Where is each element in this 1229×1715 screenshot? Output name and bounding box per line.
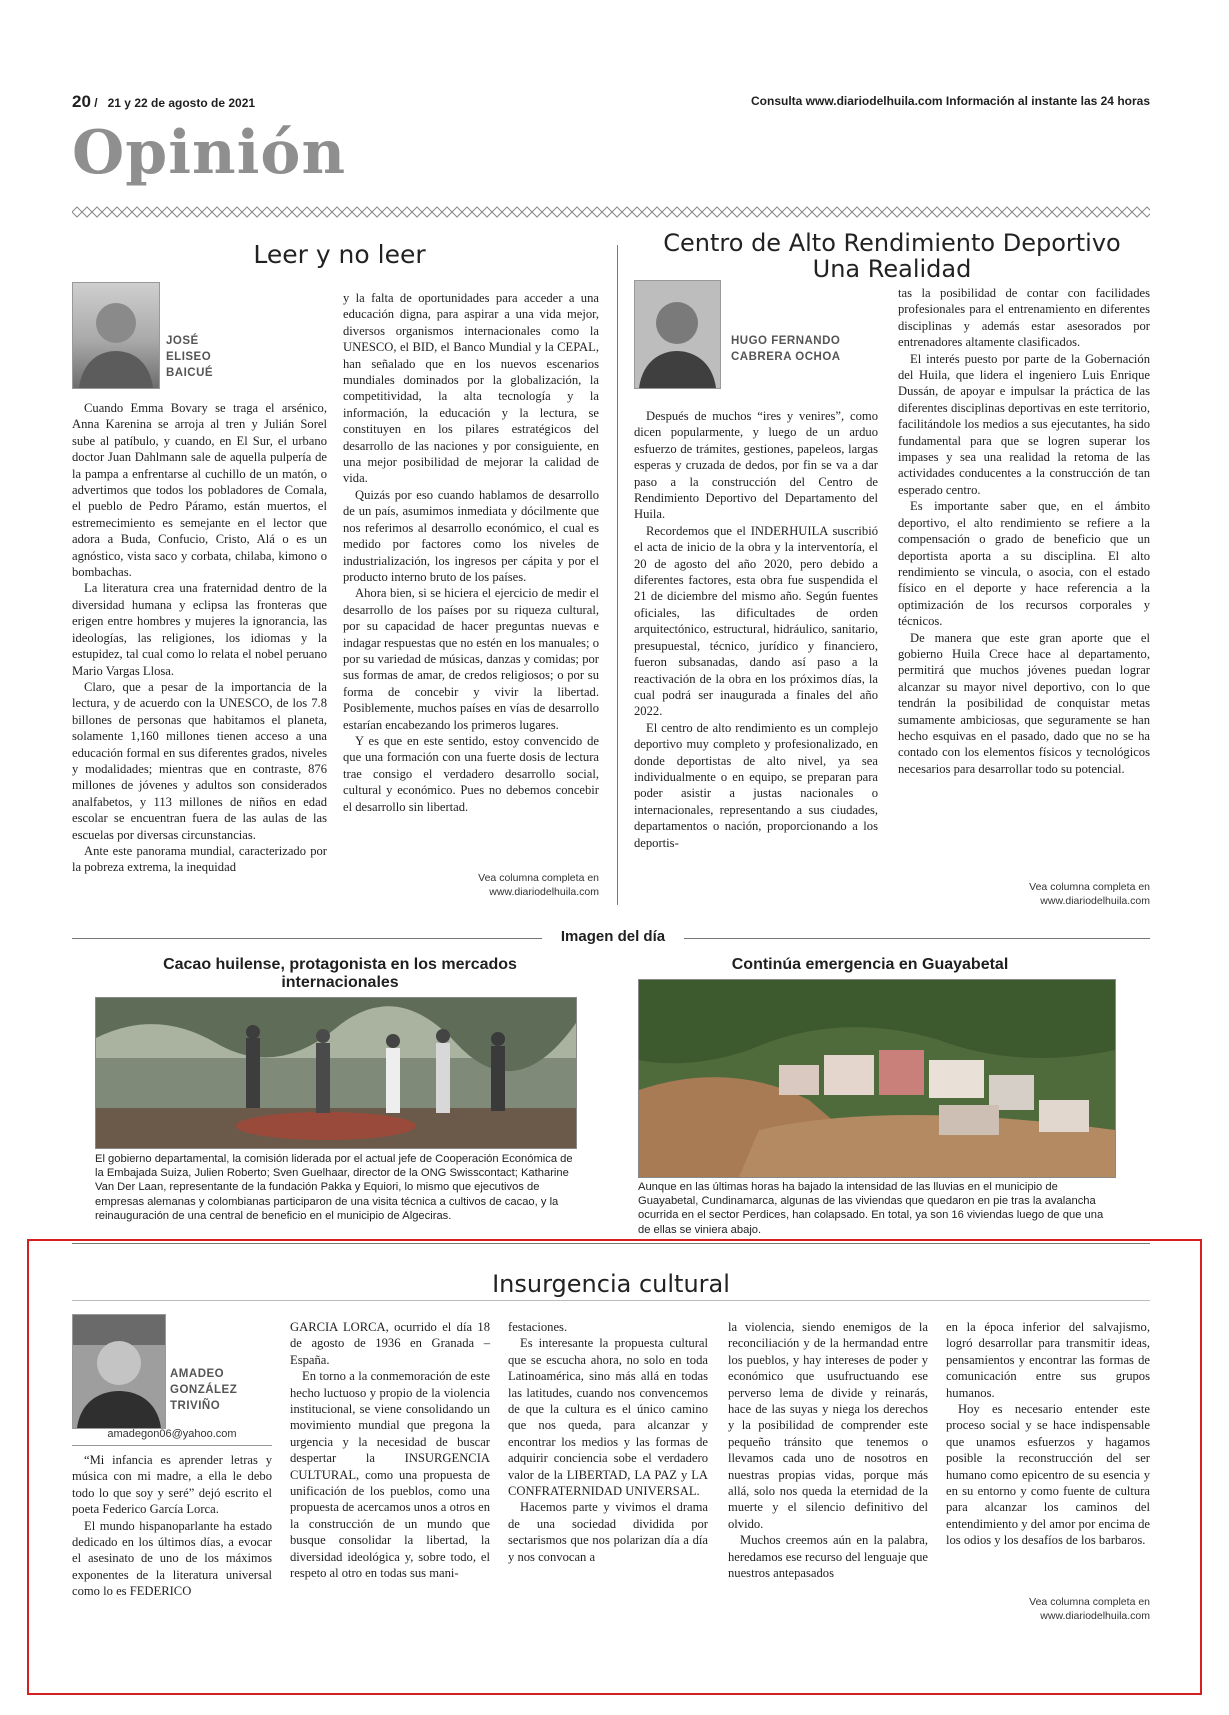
author-photo bbox=[634, 280, 721, 389]
right-image-caption: Aunque en las últimas horas ha bajado la intensidad de las lluvias en el municipio de Guayabetal, Cundinamarca, algunas de las viviendas que quedaron en pie tras la avalancha ocurrida en el sector Perdices, han colapsado. En total, ya son 16 viviendas luego de que una de ellas se viniera abajo. bbox=[638, 1181, 1104, 1236]
divider-rule bbox=[684, 938, 1150, 939]
decorative-zigzag-divider bbox=[72, 206, 1150, 218]
paragraph: tas la posibilidad de contar con facilidades profesionales para el entrenamiento en diferentes disciplinas y además estar asesorados por entrenadores altamente clasificados. bbox=[898, 286, 1150, 350]
landslide-village-image-icon bbox=[639, 980, 1115, 1177]
portrait-icon bbox=[635, 281, 720, 388]
paragraph: El centro de alto rendimiento es un complejo deportivo muy completo y profesionalizado, en donde deportistas de alto nivel, ya sea individualmente o en equipo, se preparan para poder asistir a justas nacionales o internacionales, representando a sus ciudades, departamentos o nación, proporcionando a los deportis- bbox=[634, 720, 878, 850]
paragraph: la violencia, siendo enemigos de la reconciliación y de la hermandad entre los pueblos, y hay intereses de poder y económico que usufructuando ese perverso lema de divide y reinarás, hace de las suyas y niega los derechos y la posibilidad de comprender este pequeño tránsito que tenemos o llevamos cada uno de nosotros en nuestras propias vidas, porque más allá, solo nos queda la eternidad de la muerte y el silencio definitivo del olvido. bbox=[728, 1320, 928, 1531]
paragraph: Recordemos que el INDERHUILA suscribió el acta de inicio de la obra y la interventoría, el 20 de agosto del año 2020, pero debido a diferentes factores, esta obra fue suspendida el 21 de diciembre del mismo año. Según fuentes oficiales, las dificultades de orden arquitectónico, estructural, hidráulico, sanitario, presupuestal, técnico, jurídico y financiero, fueron subsanadas, dando así paso a la reactivación de la obra en los próximos días, la cual podrá ser inaugurada a finales del año 2022. bbox=[634, 523, 878, 719]
left-image-caption: El gobierno departamental, la comisión liderada por el actual jefe de Cooperación Económica de la Embajada Suiza, Julien Roberto; Sven Guelhaar, director de la ONG Swisscontact; Katharine Van Der Laan, representante de la fundación Pakka y Equiori, lo mismo que ejecutivos de empresas alemanas y colombianas participaron de una visita técnica a cultivos de cacao, y la reinauguración de una central de beneficio en el municipio de Algeciras. bbox=[95, 1153, 573, 1222]
section-title: Opinión bbox=[72, 118, 347, 188]
article3-column-3 bbox=[508, 1319, 708, 1565]
article2-author: HUGO FERNANDO CABRERA OCHOA bbox=[731, 335, 841, 363]
article2-column-2 bbox=[898, 285, 1150, 777]
article1-more-link[interactable]: Vea columna completa en www.diariodelhuila.com bbox=[478, 872, 599, 898]
divider-rule bbox=[72, 1300, 1150, 1301]
paragraph: Muchos creemos aún en la palabra, heredamos ese recurso del lenguaje que nuestros antepasados bbox=[728, 1533, 928, 1581]
paragraph: en la época inferior del salvajismo, logró desarrollar para transmitir ideas, pensamientos y encontrar las formas de comunicación entre sus grupos humanos. bbox=[946, 1320, 1150, 1400]
paragraph: Hoy es necesario entender este proceso social y se hace indispensable que unamos esfuerzos y hagamos posible la reconstrucción del ser humano como epicentro de su esencia y en su entorno y como fuente de cultura para alcanzar los caminos del entendimiento y del amor por encima de los odios y los desafíos de los barbaros. bbox=[946, 1402, 1150, 1548]
paragraph: En torno a la conmemoración de este hecho luctuoso y propio de la violencia institucional, se viene consolidando un movimiento mundial que pregona la urgencia y la necesidad de buscar despertar la INSURGENCIA CULTURAL, como una propuesta de unificación de los pueblos, como una propuesta de acercamos unos a otros en la construcción de un mundo que busque consolidar la libertad, la diversidad ideológica y, sobre todo, el respeto al otro en todas sus mani- bbox=[290, 1369, 490, 1581]
right-image-title: Continúa emergencia en Guayabetal bbox=[731, 956, 1009, 973]
divider-rule bbox=[72, 1445, 272, 1446]
paragraph: “Mi infancia es aprender letras y música con mi madre, a ella le debo todo lo que soy y seré” dejó escrito el poeta Federico García Lorca. bbox=[72, 1453, 272, 1517]
paragraph: festaciones. bbox=[508, 1320, 568, 1334]
header-website-note: Consulta www.diariodelhuila.com Información al instante las 24 horas bbox=[751, 94, 1150, 108]
paragraph: Es interesante la propuesta cultural que se escucha ahora, no solo en toda Latinoamérica, sino más allá en todas las latitudes, cuando nos convencemos de que la cultura es el único camino que nos queda, para alcanzar y encontrar los medios y las formas de adquirir conciencia sobe el verdadero valor de la LIBERTAD, LA PAZ y LA CONFRATERNIDAD UNIVERSAL. bbox=[508, 1336, 708, 1499]
article1-column-1 bbox=[72, 400, 327, 876]
paragraph: De manera que este gran aporte que el gobierno Huila Crece hace al departamento, permitirá que muchos jóvenes puedan lograr alcanzar su mayor nivel deportivo, con lo que tendrán la posibilidad de conquistar metas sumamente ambiciosas, que seguramente se han hecho esquivas en el pasado, dado que no se ha contado con los elementos físicos y tecnológicos necesarios para desarrollar todo su potencial. bbox=[898, 630, 1150, 776]
article2-title: Centro de Alto Rendimiento Deportivo Una Realidad bbox=[663, 229, 1121, 283]
portrait-icon bbox=[73, 1315, 165, 1428]
article1-title: Leer y no leer bbox=[253, 240, 426, 269]
divider-rule bbox=[72, 938, 542, 939]
paragraph: Después de muchos “ires y venires”, como dicen popularmente, y luego de un arduo esfuerzo de trámites, gestiones, papeleos, largas esperas y cruzada de dedos, por fin se va a dar paso a la construcción del Centro de Rendimiento Deportivo del Departamento del Huila. bbox=[634, 409, 878, 522]
page-header bbox=[72, 92, 1150, 110]
paragraph: La literatura crea una fraternidad dentro de la diversidad humana y eclipsa las fronteras que erigen entre hombres y mujeres la ignorancia, las ideologías, las religiones, los idiomas y la estupidez, tal cual como lo relata el nobel peruano Mario Vargas Llosa. bbox=[72, 581, 327, 678]
article2-more-link[interactable]: Vea columna completa en www.diariodelhuila.com bbox=[1029, 881, 1150, 907]
page-number-slash: / bbox=[94, 96, 105, 110]
paragraph: Ahora bien, si se hiciera el ejercicio de medir el desarrollo de los países por su riqueza cultural, por su capacidad de hacer preguntas nuevas e indagar respuestas que no estén en los manuales; o por su variedad de músicas, danzas y comidas; por sus formas de amar, de credos religiosos; o por su forma de concebir y vivir la libertad. Posiblemente, muchos países en vías de desarrollo estarían encabezando los primeros lugares. bbox=[343, 586, 599, 732]
cacao-photo bbox=[95, 997, 577, 1149]
author-photo bbox=[72, 1314, 166, 1429]
article3-column-1 bbox=[72, 1452, 272, 1600]
paragraph: GARCIA LORCA, ocurrido el día 18 de agosto de 1936 en Granada – España. bbox=[290, 1320, 490, 1367]
edition-date: 21 y 22 de agosto de 2021 bbox=[107, 96, 256, 110]
article3-column-4 bbox=[728, 1319, 928, 1582]
paragraph: El mundo hispanoparlante ha estado dedicado en los últimos días, a evocar el asesinato de uno de los máximos exponentes de la literatura universal como lo es FEDERICO bbox=[72, 1518, 272, 1599]
paragraph: Quizás por eso cuando hablamos de desarrollo de un país, asumimos inmediata y dócilmente que nos referimos al desarrollo económico, el cual es medido por factores como los niveles de industrialización, los ingresos per cápita y por el producto interno bruto de los países. bbox=[343, 487, 599, 584]
article3-column-5 bbox=[946, 1319, 1150, 1549]
paragraph: Cuando Emma Bovary se traga el arsénico, Anna Karenina se arroja al tren y Julián Sorel sube al patíbulo, y cuando, en El Sur, el urbano doctor Juan Dahlmann sale de aquella pulpería de la pampa a enfrentarse al cuchillo de un matón, o advertimos que todos los pobladores de Comala, el pueblo de Pedro Páramo, están muertos, el estremecimiento es semejante en el lector que adora a Buda, Confucio, Cristo, Alá o es un agnóstico, vista saco y corbata, chilaba, kimono o bombachas. bbox=[72, 401, 327, 580]
article1-author: JOSÉ ELISEO BAICUÉ bbox=[166, 335, 214, 379]
landslide-photo bbox=[638, 979, 1116, 1178]
author-email[interactable]: amadegon06@yahoo.com bbox=[107, 1428, 237, 1440]
paragraph: Es importante saber que, en el ámbito deportivo, el alto rendimiento se refiere a la compensación o grado de beneficio que un deportista aporta a su disciplina. El alto rendimiento se vincula, o asocia, con el estado físico en el deporte y hace referencia a la optimización de los recursos corporales y técnicos. bbox=[898, 499, 1150, 629]
image-of-day-label: Imagen del día bbox=[560, 928, 666, 945]
column-divider bbox=[617, 245, 618, 905]
paragraph: y la falta de oportunidades para acceder a una educación digna, para aspirar a una vida mejor, diversos organismos internacionales como la UNESCO, el BID, el Banco Mundial y la CEPAL, han señalado que en los nuevos escenarios mundiales dominados por la globalización, la competitividad, la alta tecnología y la información, la educación y la lectura, se constituyen en los pilares estratégicos del desarrollo de las naciones y por consiguiente, en una mejor posibilidad de mejorar la calidad de vida. bbox=[343, 291, 599, 486]
article3-more-link[interactable]: Vea columna completa en www.diariodelhuila.com bbox=[1029, 1596, 1150, 1622]
paragraph: El interés puesto por parte de la Gobernación del Huila, que lidera el ingeniero Luis Enrique Dussán, de apoyar e impulsar la práctica de las diferentes disciplinas deportivas en este territorio, facilitándole los medios a sus ejecutantes, ha sido fundamental para que se logren superar los impases y sea una realidad la retoma de las actividades conducentes a la construcción de tan esperado centro. bbox=[898, 351, 1150, 497]
cacao-farm-image-icon bbox=[96, 998, 576, 1148]
article2-column-1 bbox=[634, 408, 878, 851]
paragraph: Claro, que a pesar de la importancia de la lectura, y de acuerdo con la UNESCO, de los 7.8 billones de personas que habitamos el planeta, solamente 1,160 millones tienen acceso a una educación formal en sus diferentes grados, niveles y modalidades; mientras que en contraste, 876 millones de jóvenes y adultos son considerados analfabetos, y 113 millones de niños en edad escolar se encuentran fuera de las aulas de las escuelas por diversas circunstancias. bbox=[72, 679, 327, 842]
paragraph: Ante este panorama mundial, caracterizado por la pobreza extrema, la inequidad bbox=[72, 843, 327, 875]
portrait-icon bbox=[73, 283, 159, 388]
paragraph: Y es que en este sentido, estoy convencido de que una formación con una fuerte dosis de lectura trae consigo el verdadero desarrollo social, cultural y económico. Pues no debemos concebir el desarrollo sin libertad. bbox=[343, 733, 599, 814]
author-photo bbox=[72, 282, 160, 389]
page-number: 20 bbox=[72, 92, 91, 111]
article3-author: AMADEO GONZÁLEZ TRIVIÑO bbox=[170, 1368, 238, 1412]
left-image-title: Cacao huilense, protagonista en los mercados internacionales bbox=[163, 956, 517, 991]
article3-column-2 bbox=[290, 1319, 490, 1582]
article3-title: Insurgencia cultural bbox=[492, 1270, 730, 1298]
paragraph: Hacemos parte y vivimos el drama de una sociedad dividida por sectarismos que nos polarizan día a día y nos convocan a bbox=[508, 1500, 708, 1564]
article1-column-2 bbox=[343, 290, 599, 815]
